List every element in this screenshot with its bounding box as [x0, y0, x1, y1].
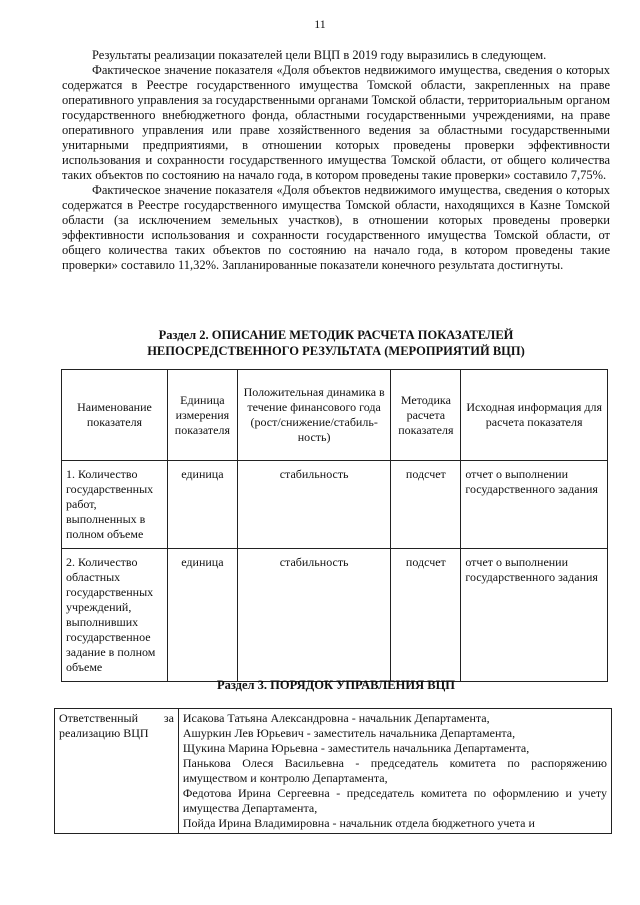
header-dynamics: Положительная динамика в течение финансового года (рост/снижение/стабиль-ность) [237, 370, 391, 461]
intro-text [62, 48, 610, 273]
row2-dynamics: стабильность [237, 549, 391, 682]
section2-heading [62, 327, 610, 359]
indicators-table [61, 369, 608, 682]
table-header-row [62, 370, 608, 461]
person-line: Панькова Олеся Васильевна - председатель комитета по распоряжению имуществом и контролю Департамента, [182, 756, 607, 785]
row1-dynamics: стабильность [237, 461, 391, 549]
header-source: Исходная информация для расчета показателя [461, 370, 608, 461]
header-name: Наименование показателя [62, 370, 168, 461]
responsible-persons [178, 709, 611, 834]
intro-paragraph-3: Фактическое значение показателя «Доля объектов недвижимого имущества, сведения о которых содержатся в Реестре государственного имущества Томской области, находящихся в Казне Томской области (за исключением земельных участков), в отношении которых проведены проверки эффективности использования и сохранности государственного имущества Томской области, от общего количества таких объектов по состоянию на начало года, в котором проведены такие проверки» составило 11,32%. Запланированные показатели конечного результата достигнуты. [62, 183, 610, 272]
row2-name: 2. Количество областных государственных учреждений, выполнивших государственное задание в полном объеме [62, 549, 168, 682]
intro-paragraph-1: Результаты реализации показателей цели ВЦП в 2019 году выразились в следующем. [92, 48, 547, 62]
person-line: Пойда Ирина Владимировна - начальник отдела бюджетного учета и [182, 816, 535, 830]
header-unit: Единица измерения показателя [167, 370, 237, 461]
row1-unit: единица [167, 461, 237, 549]
table-row [62, 549, 608, 682]
row2-unit: единица [167, 549, 237, 682]
section2-title-line2: НЕПОСРЕДСТВЕННОГО РЕЗУЛЬТАТА (МЕРОПРИЯТИЙ ВЦП) [147, 344, 525, 358]
management-table [54, 708, 612, 834]
responsible-label: Ответственный за реализацию ВЦП [55, 709, 179, 834]
row1-method: подсчет [391, 461, 461, 549]
person-line: Федотова Ирина Сергеевна - председатель комитета по оформлению и учету имущества Департамента, [182, 786, 607, 815]
person-line: Щукина Марина Юрьевна - заместитель начальника Департамента, [182, 741, 530, 755]
page-number: 11 [314, 17, 326, 31]
person-line: Исакова Татьяна Александровна - начальник Департамента, [182, 711, 490, 725]
section3-heading: Раздел 3. ПОРЯДОК УПРАВЛЕНИЯ ВЦП [216, 678, 456, 692]
table-row [55, 709, 612, 834]
person-line: Ашуркин Лев Юрьевич - заместитель начальника Департамента, [182, 726, 516, 740]
row2-source: отчет о выполнении государственного задания [461, 549, 608, 682]
table-row [62, 461, 608, 549]
section2-title-line1: Раздел 2. ОПИСАНИЕ МЕТОДИК РАСЧЕТА ПОКАЗАТЕЛЕЙ [158, 328, 514, 342]
row1-source: отчет о выполнении государственного задания [461, 461, 608, 549]
row2-method: подсчет [391, 549, 461, 682]
header-method: Методика расчета показателя [391, 370, 461, 461]
row1-name: 1. Количество государственных работ, выполненных в полном объеме [62, 461, 168, 549]
intro-paragraph-2: Фактическое значение показателя «Доля объектов недвижимого имущества, сведения о которых содержатся в Реестре государственного имущества Томской области, закрепленных на праве оперативного управления за государственными органами Томской области, территориальным органом государственного внебюджетного фонда, областными государственными учреждениями, на праве оперативного управления или праве хозяйственного ведения за областными государственными унитарными предприятиями, в отношении которых проведены проверки эффективности использования и сохранности государственного имущества Томской области, от общего количества таких объектов по состоянию на начало года, в котором проведены такие проверки» составило 7,75%. [62, 63, 610, 182]
